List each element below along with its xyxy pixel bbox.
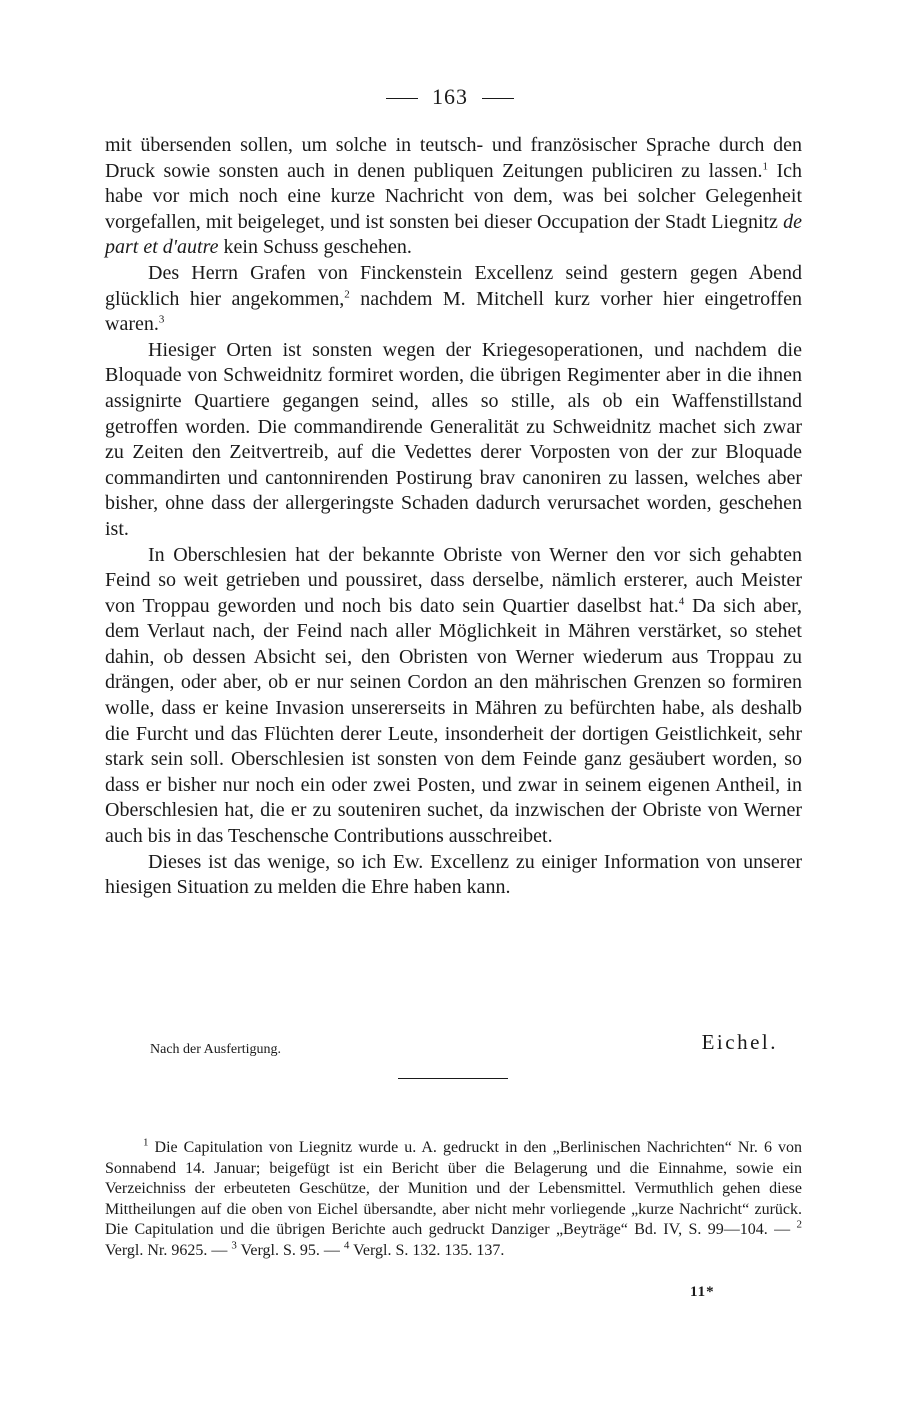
paragraph-4 [105, 543, 802, 850]
footnote-marker-1: 1 [143, 1136, 149, 1149]
page-header [0, 84, 900, 110]
footnote-ref-2: 2 [344, 287, 350, 300]
footnote-block [105, 1138, 802, 1262]
footnote-ref-4: 4 [678, 595, 685, 608]
footnote-separator [398, 1078, 508, 1079]
paragraph-2 [105, 261, 802, 338]
paragraph-5: Dieses ist das wenige, so ich Ew. Excellenz zu einiger Information von unserer hiesigen Situation zu melden die Ehre haben kann. [105, 850, 802, 899]
footnote-2-text: Vergl. Nr. 9625. — [105, 1241, 232, 1259]
signature-mark: 11* [690, 1284, 715, 1300]
footnote-1-text: Die Capitulation von Liegnitz wurde u. A. gedruckt in den „Berlinischen Nachrichten“ Nr. 6 von Sonnabend 14. Januar; beigefügt ist ein Bericht über die Belagerung und die Einnahme, sowie ein Verzeichniss der erbeuteten Geschütze, der Munition und der Lebensmittel. Vermuthlich gehen diese Mittheilungen auf die oben von Eichel übersandte, aber nicht mehr vorliegende „kurze Nachricht“ zurück. Die Capitulation und die übrigen Berichte auch gedruckt Danziger „Beyträge“ Bd. IV, S. 99—104. — [105, 1139, 802, 1239]
paragraph-1 [105, 133, 802, 261]
page-number: 163 [432, 84, 468, 109]
footnote-marker-3: 3 [231, 1239, 237, 1252]
footnote-4-text: Vergl. S. 132. 135. 137. [349, 1241, 505, 1259]
footnote-marker-4: 4 [343, 1239, 350, 1252]
footnote-marker-2: 2 [796, 1219, 802, 1232]
paragraph-1-italic-phrase: de part et d'autre [105, 210, 802, 259]
paragraph-1-text-c: kein Schuss geschehen. [218, 236, 412, 259]
header-dash-left [386, 98, 418, 99]
paragraph-2-text-b: nachdem M. Mitchell kurz vorher hier eingetroffen waren. [105, 287, 802, 336]
source-note: Nach der Ausfertigung. [150, 1042, 282, 1057]
paragraph-4-text-a: In Oberschlesien hat der bekannte Obriste von Werner den vor sich gehabten Feind so weit getrieben und poussiret, dass derselbe, nämlich ersterer, auch Meister von Troppau geworden und noch bis dato sein Quartier daselbst hat. [105, 543, 802, 617]
paragraph-4-text-b: Da sich aber, dem Verlaut nach, der Feind nach aller Möglichkeit in Mähren verstärket, so stehet dahin, ob dessen Absicht sei, den Obristen von Werner wiederum aus Troppau zu drängen, oder aber, ob er nur seinen Cordon an den mährischen Grenzen so formiren wolle, dass er keine Invasion unsererseits in Mähren zu befürchten habe, als deshalb die Furcht und das Flüchten derer Leute, insonderheit der dortigen Geistlichkeit, sehr stark sein soll. Oberschlesien ist sonsten von dem Feinde ganz gesäubert worden, so dass er bisher nur noch ein oder zwei Posten, und zwar in seinem eigenen Antheil, in Oberschlesien hat, die er zu souteniren suchet, da inzwischen der Obriste von Werner auch bis in das Teschensche Contributions ausschreibet. [105, 594, 802, 848]
footnote-ref-3: 3 [158, 313, 165, 326]
paragraph-1-text-a: mit übersenden sollen, um solche in teutsch- und französischer Sprache durch den Druck sowie sonsten auch in denen publiquen Zeitungen publiciren zu lassen. [105, 134, 802, 182]
closing [105, 1030, 802, 1060]
paragraph-3: Hiesiger Orten ist sonsten wegen der Kriegesoperationen, und nachdem die Bloquade von Schweidnitz formiret worden, die übrigen Regimenter aber in die ihnen assignirte Quartiere gegangen seind, alles so stille, als ob ein Waffenstillstand getroffen worden. Die commandirende Generalität zu Schweidnitz machet sich zwar zu Zeiten den Zeitvertreib, auf die Vedettes derer Vorposten von der zur Bloquade commandirten und cantonnirenden Postirung brav canoniren zu lassen, welches aber bisher, ohne dass der allergeringste Schaden dadurch verursachet worden, geschehen ist. [105, 338, 802, 540]
paragraph-2-text-a: Des Herrn Grafen von Finckenstein Excellenz seind gestern gegen Abend glücklich hier angekommen, [105, 261, 802, 310]
footnote-ref-1: 1 [762, 159, 768, 172]
header-dash-right [482, 98, 514, 99]
signature: Eichel. [701, 1030, 778, 1054]
footnotes [105, 1138, 802, 1262]
paragraph-1-text-b: Ich habe vor mich noch eine kurze Nachricht von dem, was bei solcher Gelegenheit vorgefallen, mit beigeleget, und ist sonsten bei dieser Occupation der Stadt Liegnitz [105, 159, 802, 233]
footnote-3-text: Vergl. S. 95. — [236, 1241, 344, 1259]
main-text [105, 133, 802, 901]
